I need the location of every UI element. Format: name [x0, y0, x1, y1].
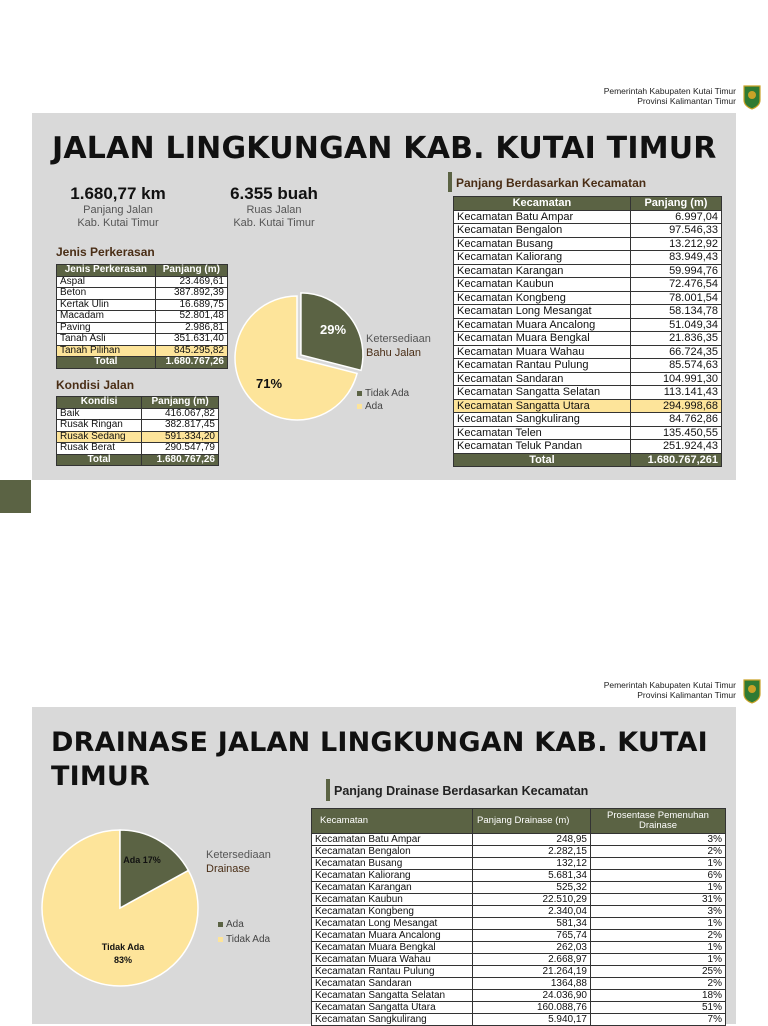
- table-row: [312, 1002, 726, 1014]
- table-cell: Kecamatan Sangatta Utara: [312, 1002, 473, 1014]
- table-row: [454, 237, 722, 251]
- table-cell: 51%: [591, 1002, 726, 1014]
- total-cell: 1.680.767,26: [142, 454, 219, 466]
- table-cell: Paving: [57, 322, 156, 334]
- table-cell: 251.924,43: [630, 440, 721, 454]
- table-cell: 23.469,61: [155, 276, 227, 288]
- total-cell: Total: [454, 453, 631, 467]
- table-row: [57, 322, 228, 334]
- table-cell: 72.476,54: [630, 278, 721, 292]
- drainase-table: [311, 808, 726, 1026]
- table-row: [454, 345, 722, 359]
- kecamatan-title-accent: [448, 172, 452, 192]
- header-line1: Pemerintah Kabupaten Kutai Timur: [603, 680, 736, 690]
- table-cell: 1%: [591, 882, 726, 894]
- drainase-title-accent: [326, 779, 330, 801]
- pie2-caption2: Drainase: [206, 863, 251, 875]
- legend-swatch-icon: [218, 937, 223, 942]
- regency-logo-icon: [742, 678, 762, 704]
- table-row: [57, 345, 228, 357]
- table-row: [454, 413, 722, 427]
- table-cell: Kecamatan Busang: [454, 237, 631, 251]
- table-cell: Kecamatan Muara Bengkal: [312, 942, 473, 954]
- table-row: [57, 299, 228, 311]
- jenis-header: Jenis Perkerasan: [57, 265, 156, 277]
- kecamatan-table: [453, 196, 722, 467]
- stat-ruas-caption1: Ruas Jalan: [246, 204, 302, 216]
- table-cell: Kecamatan Kaliorang: [454, 251, 631, 265]
- table-cell: 1%: [591, 954, 726, 966]
- table-cell: 2.668,97: [473, 954, 591, 966]
- table-cell: Kecamatan Batu Ampar: [454, 210, 631, 224]
- table-cell: Kecamatan Karangan: [312, 882, 473, 894]
- table-cell: Kecamatan Long Mesangat: [312, 918, 473, 930]
- kondisi-header: Panjang (m): [142, 397, 219, 409]
- legend-swatch-icon: [357, 404, 362, 409]
- pie2-caption1: Ketersediaan: [206, 849, 271, 861]
- total-cell: Total: [57, 454, 142, 466]
- table-cell: 387.892,39: [155, 288, 227, 300]
- table-total-row: [454, 453, 722, 467]
- total-cell: Total: [57, 357, 156, 369]
- table-row: [57, 334, 228, 346]
- table-cell: 2.986,81: [155, 322, 227, 334]
- table-cell: Baik: [57, 408, 142, 420]
- table-cell: Kecamatan Kaubun: [312, 894, 473, 906]
- header-text: [604, 680, 736, 700]
- pie2-legend-item: [218, 932, 270, 947]
- pie1-caption1: Ketersediaan: [366, 333, 431, 345]
- table-cell: 85.574,63: [630, 359, 721, 373]
- drainase-pie-chart: [40, 828, 200, 988]
- table-cell: 591.334,20: [142, 431, 219, 443]
- table-cell: 765,74: [473, 930, 591, 942]
- table-cell: Kecamatan Telen: [454, 426, 631, 440]
- table-row: [454, 264, 722, 278]
- slide2-title-line1: DRAINASE JALAN LINGKUNGAN KAB. KUTAI: [51, 727, 708, 758]
- drainase-header: Prosentase Pemenuhan Drainase: [591, 809, 726, 834]
- kecamatan-title: Panjang Berdasarkan Kecamatan: [456, 176, 647, 190]
- table-cell: 84.762,86: [630, 413, 721, 427]
- table-cell: 16.689,75: [155, 299, 227, 311]
- table-row: [312, 966, 726, 978]
- table-cell: 132,12: [473, 858, 591, 870]
- kondisi-header: Kondisi: [57, 397, 142, 409]
- kecamatan-header: Panjang (m): [630, 197, 721, 211]
- jenis-header: Panjang (m): [155, 265, 227, 277]
- table-cell: Kecamatan Muara Bengkal: [454, 332, 631, 346]
- table-cell: 31%: [591, 894, 726, 906]
- table-cell: Kecamatan Rantau Pulung: [312, 966, 473, 978]
- stat-ruas-caption2: Kab. Kutai Timur: [233, 217, 315, 229]
- table-row: [312, 942, 726, 954]
- table-cell: 58.134,78: [630, 305, 721, 319]
- table-row: [454, 332, 722, 346]
- jenis-table: [56, 264, 228, 369]
- pie2-legend-label: Ada: [226, 919, 244, 930]
- total-cell: 1.680.767,26: [155, 357, 227, 369]
- table-cell: Kecamatan Sandaran: [312, 978, 473, 990]
- table-row: [312, 918, 726, 930]
- pie2-legend-item: [218, 917, 270, 932]
- table-cell: Kecamatan Kongbeng: [312, 906, 473, 918]
- table-row: [454, 251, 722, 265]
- table-row: [312, 894, 726, 906]
- pie1-legend-item: [357, 400, 409, 413]
- pie2-legend: [218, 917, 270, 947]
- pie-label-tidak-ada-pct: 83%: [113, 955, 133, 965]
- table-row: [312, 978, 726, 990]
- table-row: [454, 278, 722, 292]
- table-row: [57, 431, 219, 443]
- table-cell: Kecamatan Muara Wahau: [312, 954, 473, 966]
- table-cell: 1364,88: [473, 978, 591, 990]
- table-cell: 845.295,82: [155, 345, 227, 357]
- table-row: [57, 443, 219, 455]
- table-cell: Kecamatan Bengalon: [454, 224, 631, 238]
- table-row: [57, 408, 219, 420]
- kecamatan-header: Kecamatan: [454, 197, 631, 211]
- pie1-legend-item: [357, 387, 409, 400]
- bahu-jalan-pie-chart: [230, 288, 370, 428]
- table-cell: Kecamatan Muara Wahau: [454, 345, 631, 359]
- slide1-title: JALAN LINGKUNGAN KAB. KUTAI TIMUR: [52, 131, 717, 166]
- pie-label-ada: 71%: [255, 376, 283, 391]
- table-cell: 2%: [591, 846, 726, 858]
- table-cell: Tanah Pilihan: [57, 345, 156, 357]
- table-cell: 22.510,29: [473, 894, 591, 906]
- table-cell: 97.546,33: [630, 224, 721, 238]
- table-cell: Aspal: [57, 276, 156, 288]
- table-row: [57, 311, 228, 323]
- table-row: [454, 210, 722, 224]
- pie1-caption: [366, 332, 431, 360]
- table-cell: 51.049,34: [630, 318, 721, 332]
- table-row: [312, 882, 726, 894]
- table-cell: Kecamatan Rantau Pulung: [454, 359, 631, 373]
- table-cell: Kecamatan Karangan: [454, 264, 631, 278]
- table-cell: 21.264,19: [473, 966, 591, 978]
- table-cell: 581,34: [473, 918, 591, 930]
- table-cell: Macadam: [57, 311, 156, 323]
- table-cell: 7%: [591, 1014, 726, 1026]
- pie1-legend-label: Tidak Ada: [365, 388, 410, 399]
- table-cell: 525,32: [473, 882, 591, 894]
- table-cell: 6%: [591, 870, 726, 882]
- table-row: [454, 440, 722, 454]
- table-cell: 382.817,45: [142, 420, 219, 432]
- legend-swatch-icon: [357, 391, 362, 396]
- table-cell: 135.450,55: [630, 426, 721, 440]
- kondisi-table: [56, 396, 219, 466]
- table-cell: 5.940,17: [473, 1014, 591, 1026]
- table-cell: Kecamatan Sandaran: [454, 372, 631, 386]
- table-cell: Kertak Ulin: [57, 299, 156, 311]
- table-row: [312, 858, 726, 870]
- table-row: [57, 276, 228, 288]
- table-cell: 78.001,54: [630, 291, 721, 305]
- table-total-row: [57, 454, 219, 466]
- table-row: [454, 318, 722, 332]
- table-row: [312, 954, 726, 966]
- table-total-row: [57, 357, 228, 369]
- header-text: [604, 86, 736, 106]
- table-cell: 2%: [591, 978, 726, 990]
- pie-label-ada: Ada 17%: [123, 855, 161, 865]
- table-cell: 248,95: [473, 834, 591, 846]
- stat-ruas: [204, 184, 344, 230]
- table-cell: 52.801,48: [155, 311, 227, 323]
- table-cell: 18%: [591, 990, 726, 1002]
- total-cell: 1.680.767,261: [630, 453, 721, 467]
- table-row: [454, 359, 722, 373]
- table-cell: 13.212,92: [630, 237, 721, 251]
- stat-panjang-value: 1.680,77 km: [70, 184, 166, 203]
- jenis-title: Jenis Perkerasan: [56, 245, 155, 259]
- table-cell: Kecamatan Busang: [312, 858, 473, 870]
- pie2-caption: [206, 848, 271, 876]
- table-cell: 3%: [591, 834, 726, 846]
- slide2-title-line2: TIMUR: [51, 761, 151, 792]
- table-cell: 5.681,34: [473, 870, 591, 882]
- table-cell: 294.998,68: [630, 399, 721, 413]
- table-row: [312, 870, 726, 882]
- table-cell: Kecamatan Sangkulirang: [454, 413, 631, 427]
- table-row: [454, 372, 722, 386]
- pie1-legend: [357, 387, 409, 413]
- table-cell: Tanah Asli: [57, 334, 156, 346]
- table-cell: 25%: [591, 966, 726, 978]
- header-line2: Provinsi Kalimantan Timur: [637, 690, 736, 700]
- pie-label-tidak-ada: Tidak Ada: [101, 942, 145, 952]
- table-cell: Kecamatan Batu Ampar: [312, 834, 473, 846]
- table-cell: Kecamatan Muara Ancalong: [312, 930, 473, 942]
- table-row: [312, 930, 726, 942]
- table-cell: 351.631,40: [155, 334, 227, 346]
- table-cell: Beton: [57, 288, 156, 300]
- table-cell: 2.340,04: [473, 906, 591, 918]
- regency-logo-icon: [742, 84, 762, 110]
- drainase-header: Kecamatan: [312, 809, 473, 834]
- legend-swatch-icon: [218, 922, 223, 927]
- pie1-caption2: Bahu Jalan: [366, 347, 422, 359]
- table-cell: 66.724,35: [630, 345, 721, 359]
- table-row: [57, 420, 219, 432]
- table-cell: 24.036,90: [473, 990, 591, 1002]
- drainase-header: Panjang Drainase (m): [473, 809, 591, 834]
- stat-panjang-caption1: Panjang Jalan: [83, 204, 153, 216]
- table-cell: 1%: [591, 918, 726, 930]
- pie-label-tidak-ada: 29%: [319, 322, 347, 337]
- table-cell: 290.547,79: [142, 443, 219, 455]
- stat-panjang: [48, 184, 188, 230]
- table-cell: Kecamatan Sangatta Selatan: [454, 386, 631, 400]
- stat-ruas-value: 6.355 buah: [230, 184, 318, 203]
- table-cell: Rusak Sedang: [57, 431, 142, 443]
- table-cell: Rusak Berat: [57, 443, 142, 455]
- table-row: [312, 906, 726, 918]
- table-row: [312, 846, 726, 858]
- table-row: [454, 291, 722, 305]
- table-row: [312, 990, 726, 1002]
- pie1-legend-label: Ada: [365, 401, 383, 412]
- table-row: [312, 834, 726, 846]
- table-cell: Kecamatan Kongbeng: [454, 291, 631, 305]
- table-cell: Kecamatan Kaliorang: [312, 870, 473, 882]
- table-row: [454, 224, 722, 238]
- slide-marker: [0, 480, 31, 513]
- table-row: [454, 399, 722, 413]
- table-cell: 160.088,76: [473, 1002, 591, 1014]
- table-row: [57, 288, 228, 300]
- table-cell: 262,03: [473, 942, 591, 954]
- table-cell: Kecamatan Teluk Pandan: [454, 440, 631, 454]
- table-cell: 83.949,43: [630, 251, 721, 265]
- table-cell: 104.991,30: [630, 372, 721, 386]
- table-cell: Kecamatan Bengalon: [312, 846, 473, 858]
- table-row: [454, 305, 722, 319]
- table-cell: 3%: [591, 906, 726, 918]
- table-cell: Kecamatan Kaubun: [454, 278, 631, 292]
- table-cell: Rusak Ringan: [57, 420, 142, 432]
- header-line1: Pemerintah Kabupaten Kutai Timur: [603, 86, 736, 96]
- table-cell: Kecamatan Long Mesangat: [454, 305, 631, 319]
- table-cell: 1%: [591, 858, 726, 870]
- table-cell: 416.067,82: [142, 408, 219, 420]
- table-row: [454, 426, 722, 440]
- table-cell: 21.836,35: [630, 332, 721, 346]
- table-cell: Kecamatan Sangatta Selatan: [312, 990, 473, 1002]
- table-cell: 1%: [591, 942, 726, 954]
- table-cell: Kecamatan Sangkulirang: [312, 1014, 473, 1026]
- pie2-legend-label: Tidak Ada: [226, 934, 271, 945]
- table-cell: 59.994,76: [630, 264, 721, 278]
- table-cell: 2.282,15: [473, 846, 591, 858]
- table-cell: Kecamatan Sangatta Utara: [454, 399, 631, 413]
- stat-panjang-caption2: Kab. Kutai Timur: [77, 217, 159, 229]
- table-row: [454, 386, 722, 400]
- drainase-title: Panjang Drainase Berdasarkan Kecamatan: [334, 784, 589, 798]
- table-cell: 6.997,04: [630, 210, 721, 224]
- table-cell: Kecamatan Muara Ancalong: [454, 318, 631, 332]
- header-line2: Provinsi Kalimantan Timur: [637, 96, 736, 106]
- table-cell: 2%: [591, 930, 726, 942]
- table-cell: 113.141,43: [630, 386, 721, 400]
- kondisi-title: Kondisi Jalan: [56, 378, 135, 392]
